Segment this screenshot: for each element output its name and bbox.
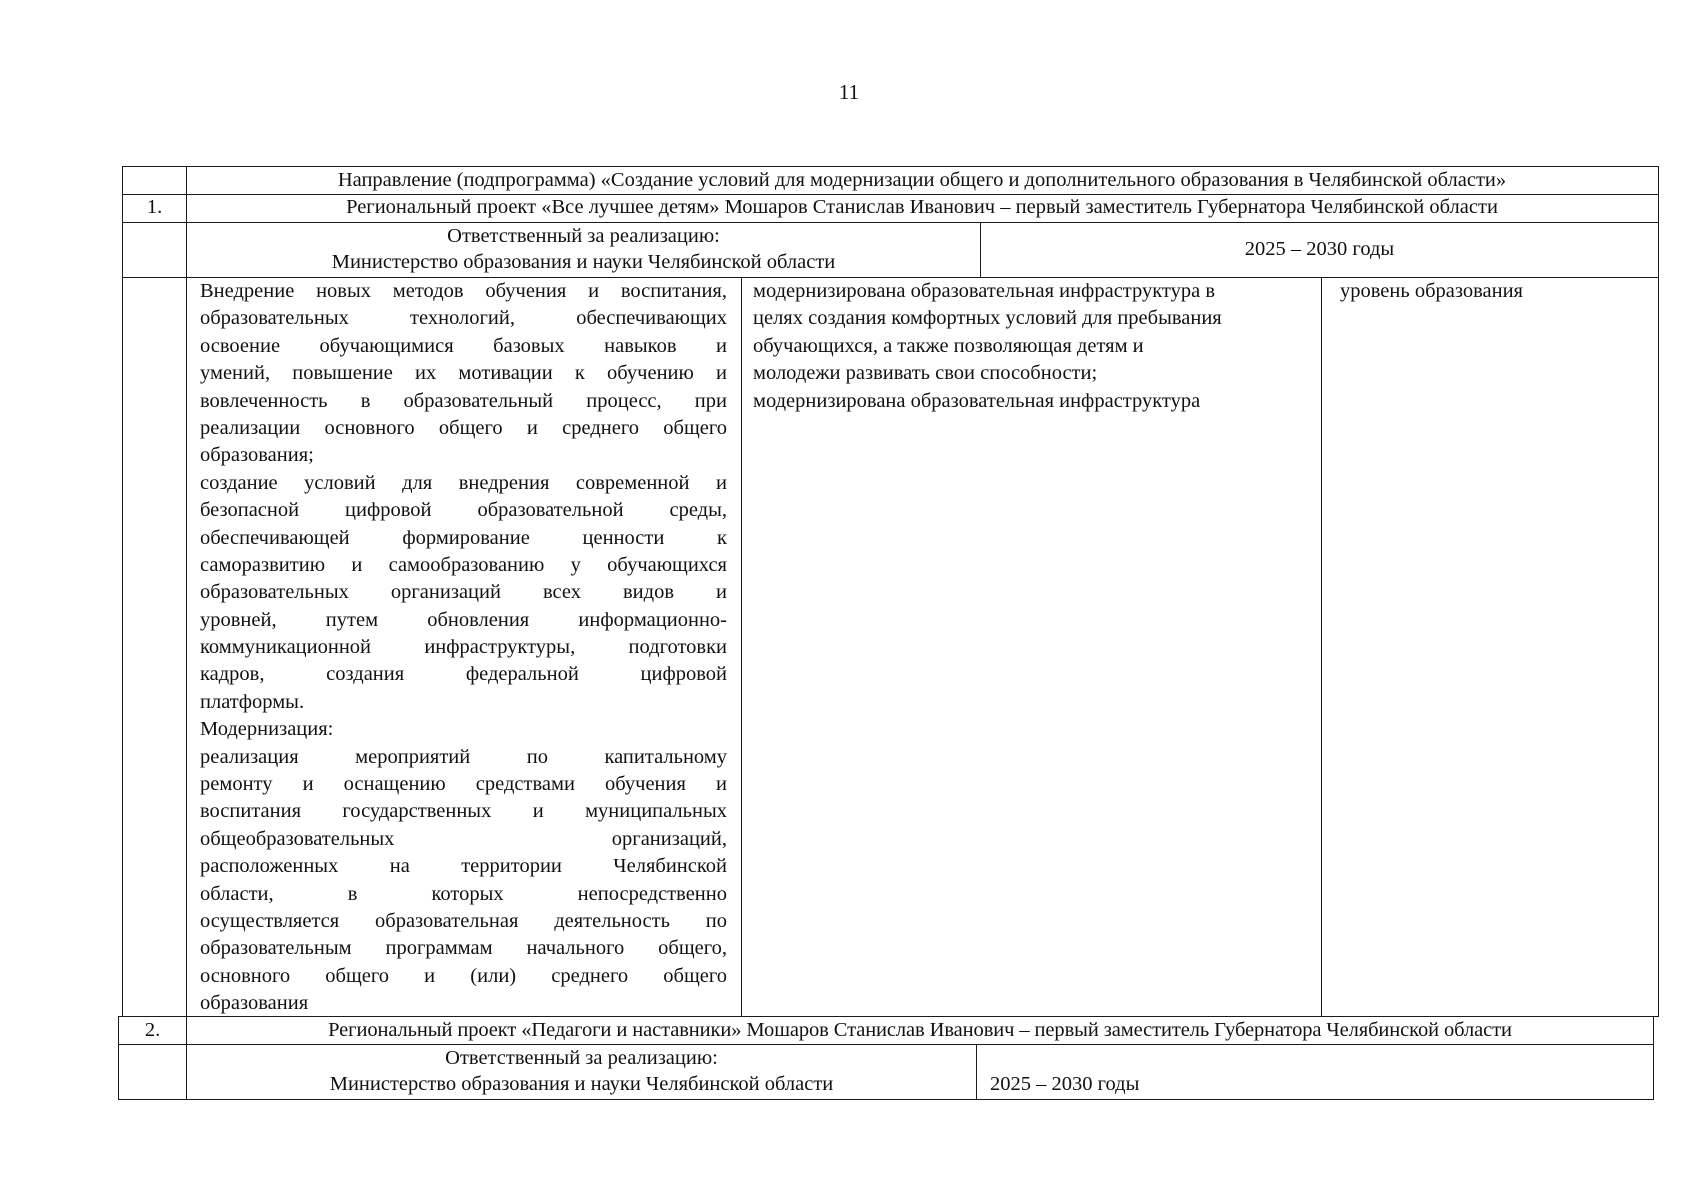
task-line: саморазвитию и самообразованию у обучающихся (200, 553, 727, 576)
task-line: области, в которых непосредственно (200, 882, 727, 905)
task-line: платформы. (200, 690, 305, 713)
task-line: ремонту и оснащению средствами обучения и (200, 773, 727, 796)
responsible-label: Ответственный за реализацию: (445, 1047, 718, 1069)
project-period: 2025 – 2030 годы (990, 1073, 1140, 1095)
project-period: 2025 – 2030 годы (1244, 238, 1395, 260)
task-line: Внедрение новых методов обучения и воспитания, (200, 280, 727, 302)
result-line: целях создания комфортных условий для пребывания (753, 307, 1222, 330)
task-line: реализации основного общего и среднего общего (200, 416, 727, 439)
project-number: 2. (144, 1019, 161, 1041)
direction-header: Направление (подпрограмма) «Создание условий для модернизации общего и дополнительного образования в Челябинской области» (337, 169, 1507, 191)
task-line: реализация мероприятий по капитальному (200, 745, 727, 768)
responsible-org: Министерство образования и науки Челябинской области (331, 251, 836, 273)
task-line: умений, повышение их мотивации к обучению и (200, 362, 727, 385)
task-line: обеспечивающей формирование ценности к (200, 526, 727, 549)
result-line: обучающихся, а также позволяющая детям и (753, 334, 1144, 357)
responsible-label: Ответственный за реализацию: (447, 225, 720, 247)
result-line: модернизирована образовательная инфраструктура (753, 389, 1201, 412)
task-line: осуществляется образовательная деятельность по (200, 909, 727, 932)
project-title: Региональный проект «Все лучшее детям» Мошаров Станислав Иванович – первый заместитель Губернатора Челябинской области (346, 196, 1498, 218)
result-line: модернизирована образовательная инфраструктура в (753, 280, 1216, 302)
task-line: образовательным программам начального общего, (200, 937, 727, 960)
task-line: вовлеченность в образовательный процесс, при (200, 389, 727, 412)
page-number: 11 (838, 80, 860, 104)
task-line: уровней, путем обновления информационно- (200, 608, 727, 631)
task-line: образовательных организаций всех видов и (200, 581, 727, 604)
result-line: молодежи развивать свои способности; (753, 362, 1098, 385)
task-line: Модернизация: (200, 718, 334, 741)
task-line: создание условий для внедрения современной и (200, 471, 727, 494)
responsible-org: Министерство образования и науки Челябинской области (329, 1073, 834, 1095)
project-results (753, 278, 1313, 415)
task-line: основного общего и (или) среднего общего (200, 964, 727, 987)
task-line: общеобразовательных организаций, (200, 827, 727, 850)
project-title: Региональный проект «Педагоги и наставники» Мошаров Станислав Иванович – первый заместитель Губернатора Челябинской области (328, 1019, 1512, 1041)
task-line: воспитания государственных и муниципальных (200, 800, 727, 823)
task-line: расположенных на территории Челябинской (200, 855, 727, 878)
project-indicator: уровень образования (1340, 280, 1523, 302)
task-line: освоение обучающимися базовых навыков и (200, 334, 727, 357)
task-line: образовательных технологий, обеспечивающих (200, 307, 727, 330)
task-line: образования; (200, 444, 314, 467)
task-line: кадров, создания федеральной цифровой (200, 663, 727, 686)
task-line: безопасной цифровой образовательной среды, (200, 499, 727, 522)
task-line: коммуникационной инфраструктуры, подготовки (200, 636, 727, 659)
task-line: образования (200, 992, 309, 1015)
project-tasks (200, 278, 727, 1018)
project-number: 1. (146, 196, 163, 218)
